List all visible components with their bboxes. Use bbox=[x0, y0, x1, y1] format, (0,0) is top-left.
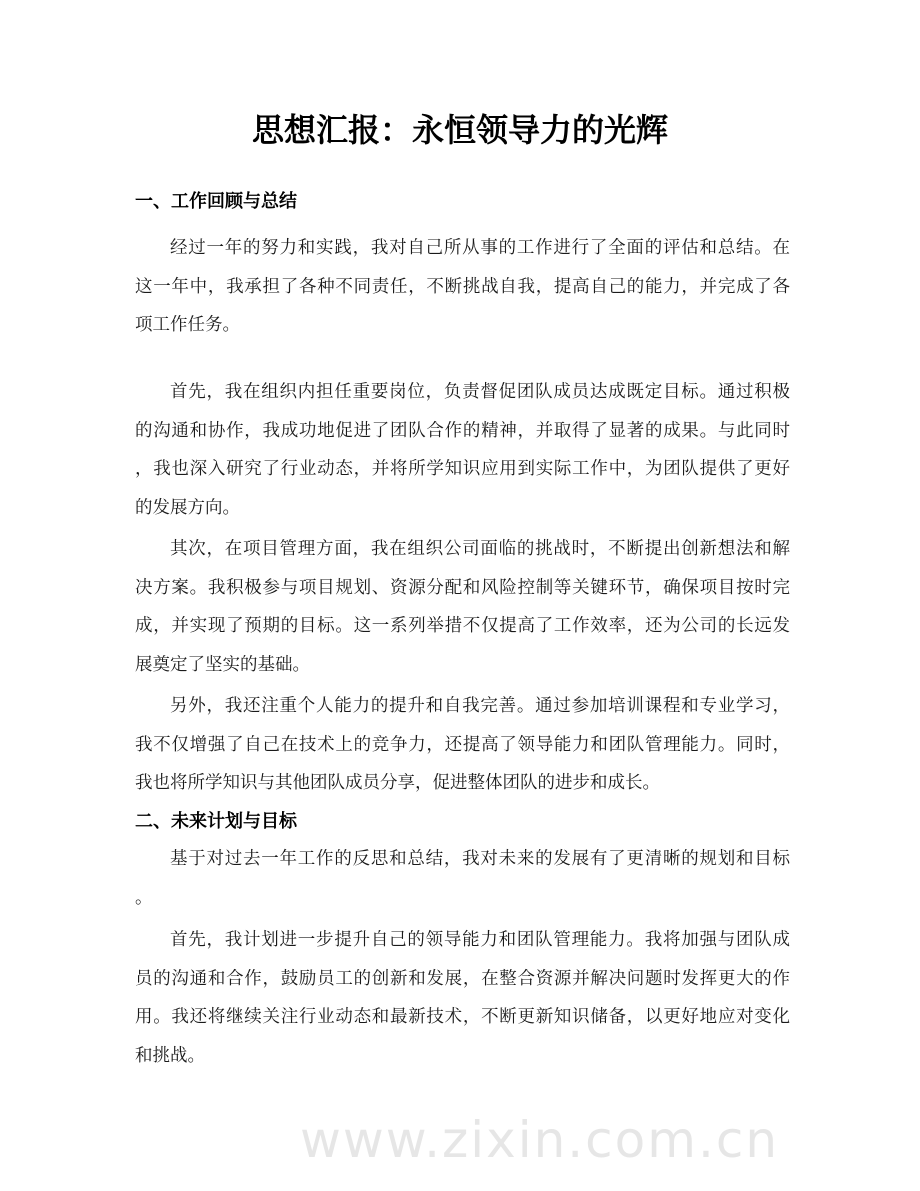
paragraph bbox=[135, 229, 790, 345]
text-line: 基于对过去一年工作的反思和总结，我对未来的发展有了更清晰的规划和目标 bbox=[170, 849, 790, 869]
text-line: 和挑战。 bbox=[135, 1045, 205, 1066]
text-line: 成，并实现了预期的目标。这一系列举措不仅提高了工作效率，还为公司的长远发 bbox=[135, 616, 790, 636]
text-line: 我也将所学知识与其他团队成员分享，促进整体团队的进步和成长。 bbox=[135, 773, 660, 793]
text-line: 的发展方向。 bbox=[135, 497, 240, 518]
text-line: 项工作任务。 bbox=[135, 315, 240, 335]
text-line: 展奠定了坚实的基础。 bbox=[135, 654, 310, 675]
text-line: 我不仅增强了自己在技术上的竞争力，还提高了领导能力和团队管理能力。同时， bbox=[135, 734, 790, 755]
text-line: 决方案。我积极参与项目规划、资源分配和风险控制等关键环节，确保项目按时完 bbox=[135, 577, 790, 598]
text-line: 用。我还将继续关注行业动态和最新技术，不断更新知识储备，以更好地应对变化 bbox=[135, 1007, 790, 1027]
paragraph bbox=[135, 373, 790, 527]
text-line: 经过一年的努力和实践，我对自己所从事的工作进行了全面的评估和总结。在 bbox=[170, 238, 790, 258]
text-line: 首先，我计划进一步提升自己的领导能力和团队管理能力。我将加强与团队成 bbox=[170, 930, 790, 950]
text-line: 另外，我还注重个人能力的提升和自我完善。通过参加培训课程和专业学习， bbox=[170, 696, 790, 716]
paragraph bbox=[135, 921, 790, 1075]
text-line: 首先，我在组织内担任重要岗位，负责督促团队成员达成既定目标。通过积极 bbox=[170, 382, 790, 402]
text-line: 。 bbox=[135, 887, 153, 908]
text-line: 的沟通和协作，我成功地促进了团队合作的精神，并取得了显著的成果。与此同时 bbox=[135, 420, 790, 441]
paragraph bbox=[135, 530, 790, 684]
paragraph bbox=[135, 687, 790, 803]
text-line: 员的沟通和合作，鼓励员工的创新和发展，在整合资源并解决问题时发挥更大的作 bbox=[135, 968, 790, 989]
text-line: ，我也深入研究了行业动态，并将所学知识应用到实际工作中，为团队提供了更好 bbox=[135, 459, 790, 479]
watermark: www.zixin.com.cn bbox=[300, 1111, 780, 1169]
section-heading: 一、工作回顾与总结 bbox=[135, 191, 297, 212]
document-title: 思想汇报：永恒领导力的光辉 bbox=[251, 111, 668, 149]
text-line: 其次，在项目管理方面，我在组织公司面临的挑战时，不断提出创新想法和解 bbox=[170, 539, 790, 559]
text-line: 这一年中，我承担了各种不同责任，不断挑战自我，提高自己的能力，并完成了各 bbox=[135, 276, 790, 297]
section-heading: 二、未来计划与目标 bbox=[135, 811, 297, 832]
paragraph bbox=[135, 840, 790, 917]
